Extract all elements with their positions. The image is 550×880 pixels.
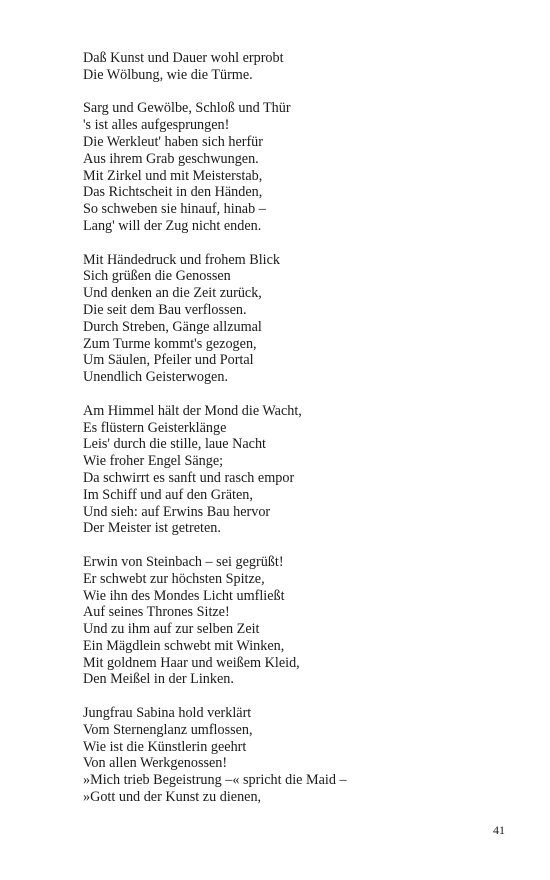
poem-line: Der Meister ist getreten. bbox=[83, 520, 221, 537]
stanza bbox=[83, 252, 503, 386]
poem-line: Das Richtscheit in den Händen, bbox=[83, 184, 263, 201]
poem-line: Daß Kunst und Dauer wohl erprobt bbox=[83, 50, 284, 66]
stanza bbox=[83, 705, 503, 806]
poem-line: Sich grüßen die Genossen bbox=[83, 268, 231, 285]
poem-line: Durch Streben, Gänge allzumal bbox=[83, 318, 262, 335]
poem-line: Den Meißel in der Linken. bbox=[83, 671, 234, 688]
poem-line: Vom Sternenglanz umflossen, bbox=[83, 721, 253, 738]
stanza bbox=[83, 403, 503, 537]
stanza bbox=[83, 100, 503, 234]
page-number: 41 bbox=[493, 823, 505, 837]
poem-line: Da schwirrt es sanft und rasch empor bbox=[83, 469, 295, 486]
poem-line: Wie froher Engel Sänge; bbox=[83, 453, 224, 470]
poem-line: Leis' durch die stille, laue Nacht bbox=[83, 436, 266, 453]
poem-line: Mit Zirkel und mit Meisterstab, bbox=[83, 167, 263, 184]
stanza bbox=[83, 554, 503, 688]
poem-line: Lang' will der Zug nicht enden. bbox=[83, 217, 262, 234]
poem-line: Jungfrau Sabina hold verklärt bbox=[83, 705, 252, 722]
poem-line: Ein Mägdlein schwebt mit Winken, bbox=[83, 637, 285, 654]
poem-line: Um Säulen, Pfeiler und Portal bbox=[83, 352, 254, 369]
poem-line: »Gott und der Kunst zu dienen, bbox=[83, 789, 262, 806]
poem-line: Mit Händedruck und frohem Blick bbox=[83, 251, 281, 268]
poem-line: Wie ist die Künstlerin geehrt bbox=[83, 738, 247, 755]
poem-line: Aus ihrem Grab geschwungen. bbox=[83, 150, 259, 167]
poem-line: Auf seines Thrones Sitze! bbox=[83, 604, 230, 621]
poem-line: Die Werkleut' haben sich herfür bbox=[83, 133, 264, 150]
poem-line: Im Schiff und auf den Gräten, bbox=[83, 486, 253, 503]
stanza bbox=[83, 50, 503, 84]
poem-line: »Mich trieb Begeistrung –« spricht die Maid – bbox=[83, 772, 347, 789]
poem-line: Die Wölbung, wie die Türme. bbox=[83, 66, 253, 83]
poem-line: Am Himmel hält der Mond die Wacht, bbox=[83, 402, 302, 419]
poem-line: So schweben sie hinauf, hinab – bbox=[83, 201, 266, 218]
poem-line: Wie ihn des Mondes Licht umfließt bbox=[83, 587, 285, 604]
poem-line: Erwin von Steinbach – sei gegrüßt! bbox=[83, 553, 284, 570]
poem-line: Und denken an die Zeit zurück, bbox=[83, 285, 262, 302]
poem-line: Er schwebt zur höchsten Spitze, bbox=[83, 570, 265, 587]
poem-line: Die seit dem Bau verflossen. bbox=[83, 301, 247, 318]
poem-line: Mit goldnem Haar und weißem Kleid, bbox=[83, 654, 300, 671]
poem-text bbox=[83, 50, 503, 823]
poem-line: Es flüstern Geisterklänge bbox=[83, 419, 227, 436]
poem-line: Zum Turme kommt's gezogen, bbox=[83, 335, 257, 352]
poem-line: Sarg und Gewölbe, Schloß und Thür bbox=[83, 100, 291, 117]
poem-line: Und zu ihm auf zur selben Zeit bbox=[83, 621, 260, 638]
poem-line: Von allen Werkgenossen! bbox=[83, 755, 228, 772]
poem-line: Unendlich Geisterwogen. bbox=[83, 369, 228, 386]
poem-line: Und sieh: auf Erwins Bau hervor bbox=[83, 503, 271, 520]
poem-line: 's ist alles aufgesprungen! bbox=[83, 117, 230, 134]
